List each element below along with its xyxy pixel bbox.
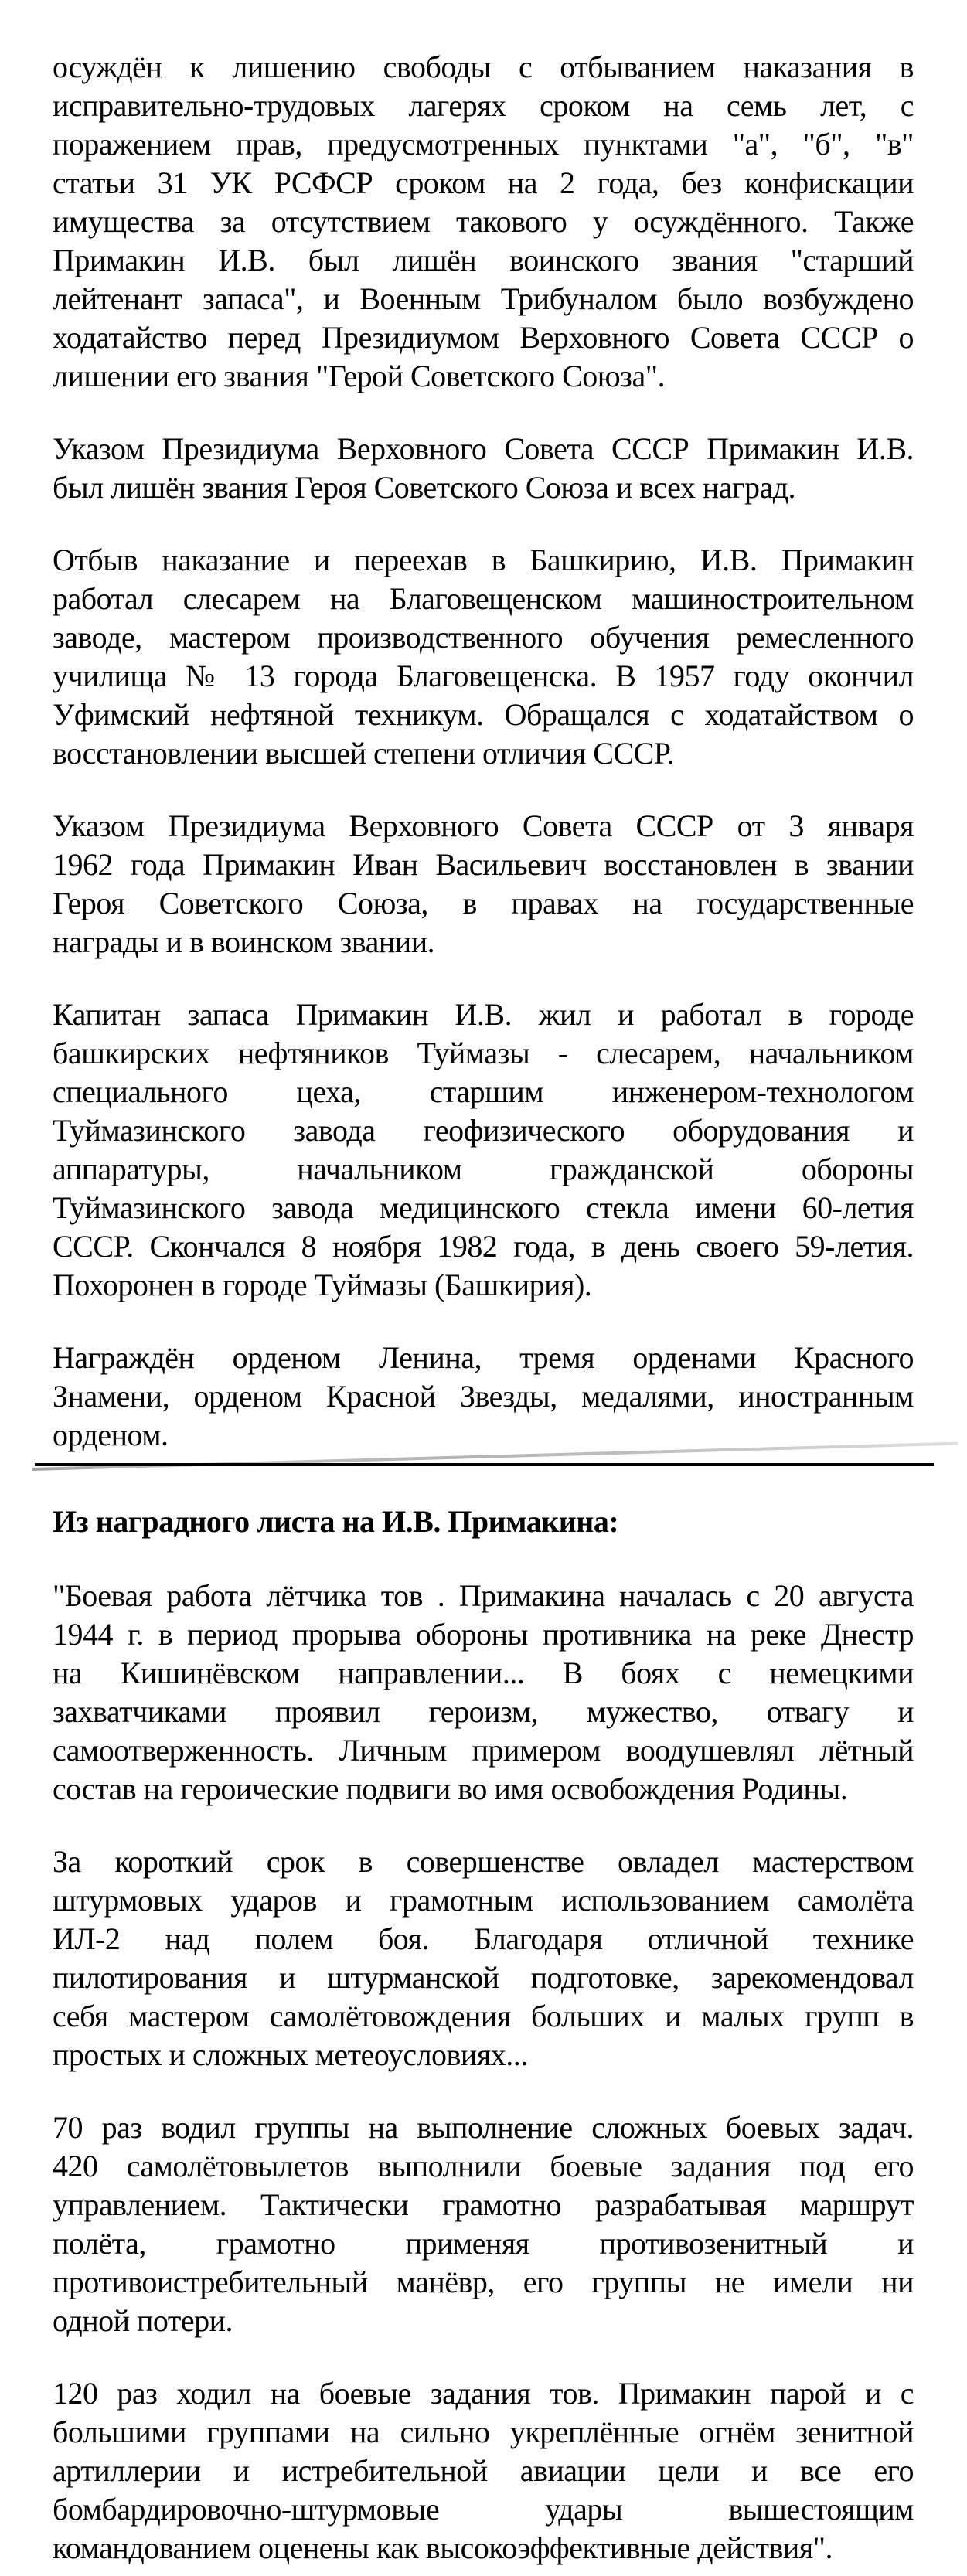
text-line: Героя Советского Союза, в правах на государственные	[53, 886, 914, 920]
text-line: ИЛ-2 над полем боя. Благодаря отличной технике	[53, 1921, 914, 1956]
text-line: бомбардировочно-штурмовые удары вышестоящим	[53, 2492, 914, 2527]
text-line: За короткий срок в совершенстве овладел мастерством	[53, 1844, 914, 1879]
paragraph	[53, 430, 914, 507]
text-line: орденом.	[53, 1417, 169, 1452]
paragraph	[53, 541, 914, 773]
text-line: Награждён орденом Ленина, тремя орденами Красного	[53, 1340, 914, 1375]
text-line: училища № 13 города Благовещенска. В 1957 году окончил	[53, 658, 914, 693]
text-line: башкирских нефтяников Туймазы - слесарем, начальником	[53, 1036, 914, 1070]
section-heading	[53, 1502, 914, 1541]
text-line: большими группами на сильно укреплённые огнём зенитной	[53, 2414, 914, 2449]
text-line: состав на героические подвиги во имя освобождения Родины.	[53, 1771, 848, 1806]
text-line: имущества за отсутствием такового у осуждённого. Также	[53, 204, 914, 239]
text-line: лейтенант запаса", и Военным Трибуналом было возбуждено	[53, 281, 914, 316]
text-line: Туймазинского завода геофизического оборудования и	[53, 1113, 914, 1148]
text-line: СССР. Скончался 8 ноября 1982 года, в день своего 59-летия.	[53, 1229, 914, 1264]
horizontal-rule	[35, 1463, 934, 1466]
text-line: полёта, грамотно применяя противозенитный и	[53, 2226, 914, 2261]
text-line: статьи 31 УК РСФСР сроком на 2 года, без конфискации	[53, 165, 914, 200]
paragraph	[53, 1577, 914, 1809]
paragraph	[53, 807, 914, 961]
text-line: Капитан запаса Примакин И.В. жил и работал в городе	[53, 997, 914, 1032]
text-line: простых и сложных метеоусловиях...	[53, 2037, 528, 2072]
text-line: командованием оценены как высокоэффективные действия".	[53, 2530, 833, 2565]
text-line: заводе, мастером производственного обучения ремесленного	[53, 620, 914, 655]
text-line: Указом Президиума Верховного Совета СССР от 3 января	[53, 808, 914, 843]
paragraph	[53, 995, 914, 1305]
text-line: "Боевая работа лётчика тов . Примакина началась с 20 августа	[53, 1578, 914, 1613]
paragraph	[53, 1339, 914, 1455]
text-line: Отбыв наказание и переехав в Башкирию, И.В. Примакин	[53, 543, 914, 577]
text-line: Из наградного листа на И.В. Примакина:	[53, 1504, 619, 1539]
text-line: Примакин И.В. был лишён воинского звания "старший	[53, 243, 914, 277]
text-line: исправительно-трудовых лагерях сроком на семь лет, с	[53, 88, 914, 123]
text-line: специального цеха, старшим инженером-технологом	[53, 1074, 914, 1109]
text-line: управлением. Тактически грамотно разрабатывая маршрут	[53, 2187, 914, 2222]
text-line: Туймазинского завода медицинского стекла имени 60-летия	[53, 1190, 914, 1225]
text-line: противоистребительный манёвр, его группы не имели ни	[53, 2265, 914, 2299]
text-line: ходатайство перед Президиумом Верховного Совета СССР о	[53, 320, 914, 355]
text-line: поражением прав, предусмотренных пунктами "а", "б", "в"	[53, 127, 914, 162]
text-line: аппаратуры, начальником гражданской обороны	[53, 1152, 914, 1186]
paragraph	[53, 1843, 914, 2074]
text-line: 420 самолётовылетов выполнили боевые задания под его	[53, 2149, 914, 2183]
text-line: лишении его звания "Герой Советского Союза".	[53, 359, 666, 393]
text-line: на Кишинёвском направлении... В боях с немецкими	[53, 1656, 914, 1690]
section-divider	[53, 1455, 914, 1502]
text-line: Указом Президиума Верховного Совета СССР Примакин И.В.	[53, 431, 914, 466]
paragraph	[53, 48, 914, 396]
text-line: восстановлении высшей степени отличия СССР.	[53, 736, 675, 771]
text-line: 1944 г. в период прорыва обороны противника на реке Днестр	[53, 1617, 914, 1652]
text-line: 120 раз ходил на боевые задания тов. Примакин парой и с	[53, 2376, 914, 2411]
document-content	[53, 48, 914, 2567]
text-line: одной потери.	[53, 2303, 233, 2338]
text-line: Знамени, орденом Красной Звезды, медалями, иностранным	[53, 1379, 914, 1414]
text-line: Уфимский нефтяной техникум. Обращался с ходатайством о	[53, 697, 914, 732]
text-line: 70 раз водил группы на выполнение сложных боевых задач.	[53, 2110, 914, 2145]
paragraph	[53, 2108, 914, 2340]
text-line: штурмовых ударов и грамотным использованием самолёта	[53, 1883, 914, 1918]
text-line: захватчиками проявил героизм, мужество, отвагу и	[53, 1694, 914, 1729]
text-line: себя мастером самолётовождения больших и малых групп в	[53, 1999, 914, 2033]
text-line: 1962 года Примакин Иван Васильевич восстановлен в звании	[53, 847, 914, 882]
text-line: самоотверженность. Личным примером воодушевлял лётный	[53, 1733, 914, 1768]
text-line: Похоронен в городе Туймазы (Башкирия).	[53, 1268, 592, 1302]
text-line: работал слесарем на Благовещенском машиностроительном	[53, 581, 914, 616]
text-line: награды и в воинском звании.	[53, 924, 435, 959]
text-line: артиллерии и истребительной авиации цели и все его	[53, 2453, 914, 2488]
text-line: пилотирования и штурманской подготовке, зарекомендовал	[53, 1960, 914, 1995]
paragraph	[53, 2374, 914, 2567]
text-line: был лишён звания Героя Советского Союза и всех наград.	[53, 470, 796, 505]
text-line: осуждён к лишению свободы с отбыванием наказания в	[53, 49, 914, 84]
